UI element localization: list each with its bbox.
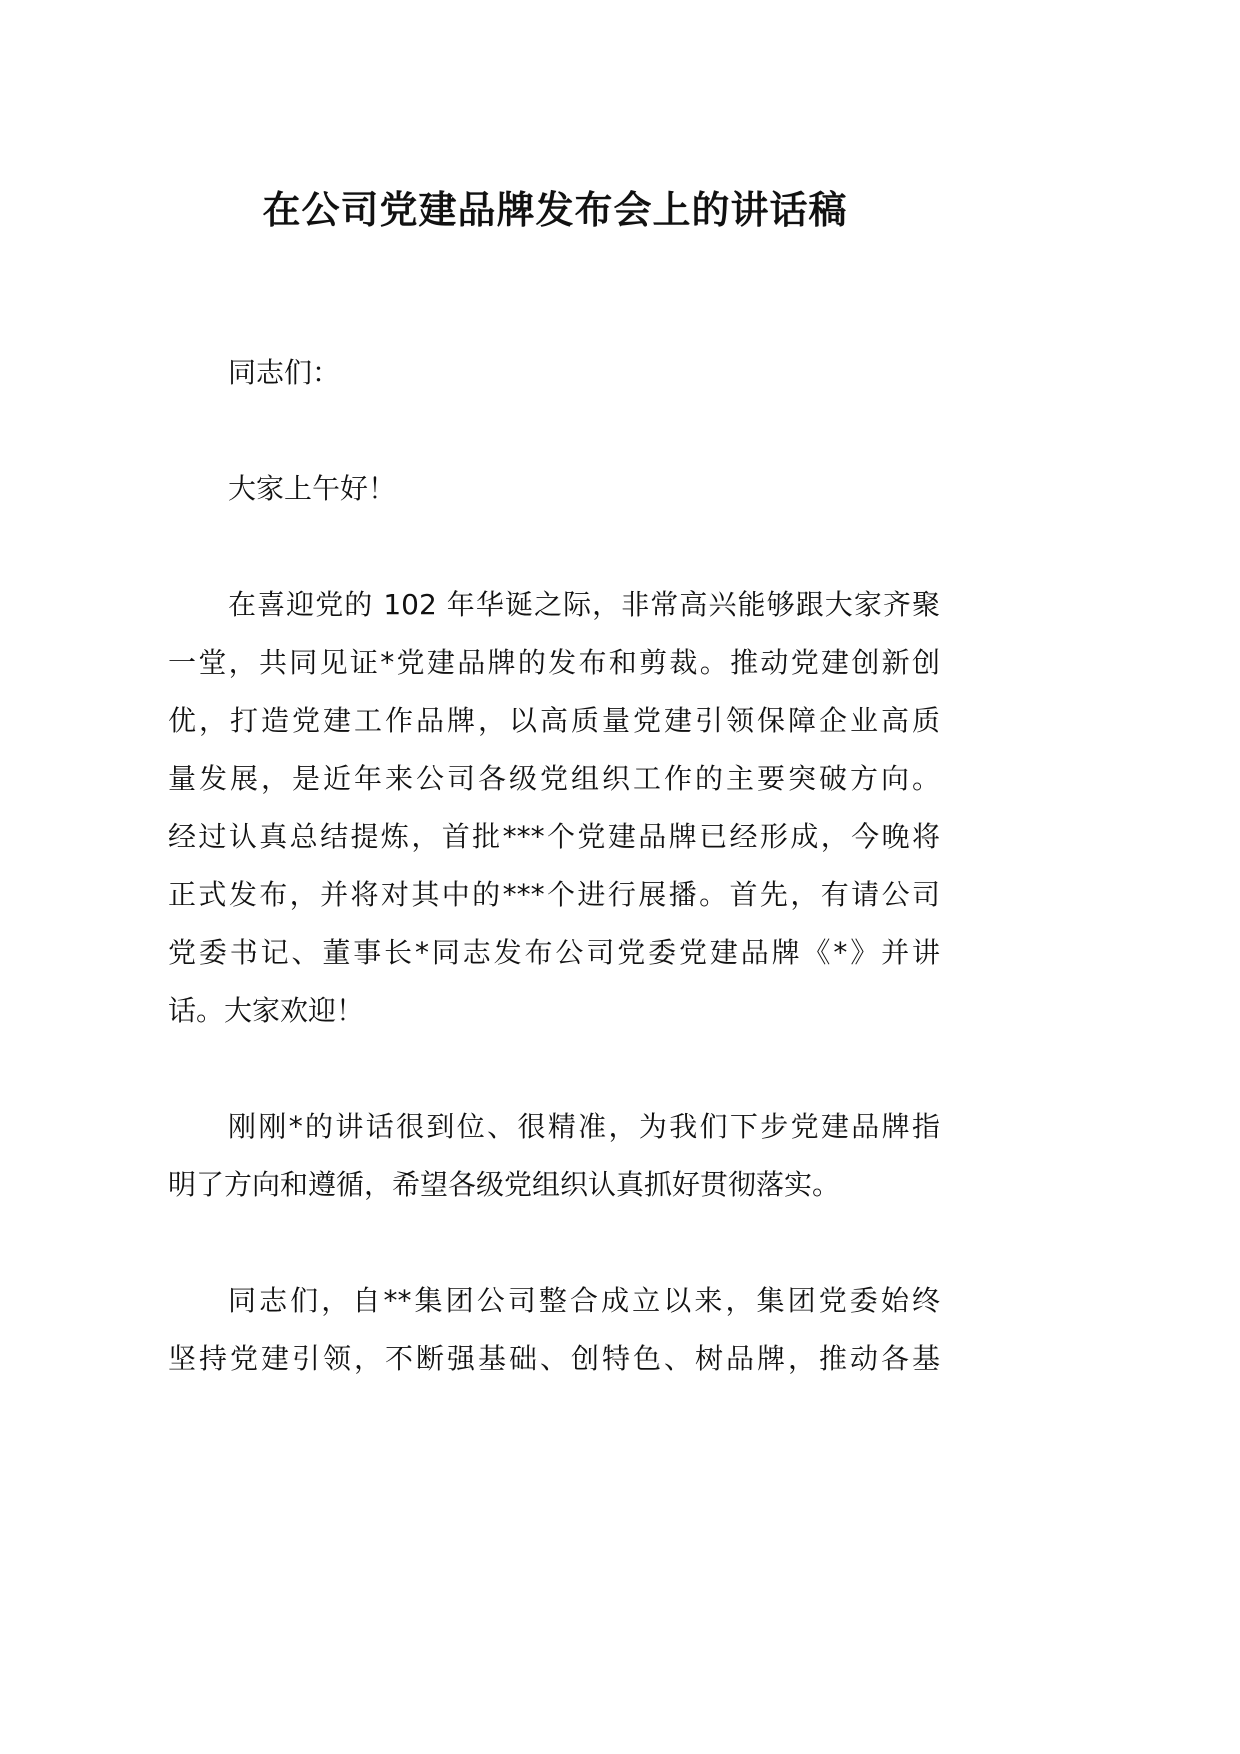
document-title: 在公司党建品牌发布会上的讲话稿: [262, 188, 848, 232]
paragraph-line: 党委书记、董事长*同志发布公司党委党建品牌《*》并讲: [168, 936, 940, 969]
paragraph-line: 正式发布，并将对其中的***个进行展播。首先，有请公司: [168, 878, 940, 911]
paragraph-line: 话。大家欢迎！: [168, 994, 365, 1027]
paragraph-line: 一堂，共同见证*党建品牌的发布和剪裁。推动党建创新创: [168, 646, 940, 679]
paragraph-line: 量发展，是近年来公司各级党组织工作的主要突破方向。: [168, 762, 940, 795]
paragraph-line: 明了方向和遵循，希望各级党组织认真抓好贯彻落实。: [168, 1168, 841, 1201]
paragraph: [168, 576, 940, 1040]
paragraph-line: 同志们：: [228, 356, 341, 389]
paragraph-line: 在喜迎党的 102 年华诞之际，非常高兴能够跟大家齐聚: [228, 588, 940, 621]
paragraph-line: 优，打造党建工作品牌，以高质量党建引领保障企业高质: [168, 704, 940, 737]
paragraph: [168, 1098, 940, 1214]
paragraph-line: 同志们，自**集团公司整合成立以来，集团党委始终: [228, 1284, 940, 1317]
paragraph-line: 大家上午好！: [228, 472, 397, 505]
paragraph-line: 坚持党建引领，不断强基础、创特色、树品牌，推动各基: [168, 1342, 940, 1375]
paragraph: [168, 1272, 940, 1388]
document-body: [168, 344, 940, 1446]
paragraph-line: 刚刚*的讲话很到位、很精准，为我们下步党建品牌指: [228, 1110, 940, 1143]
paragraph: [168, 344, 940, 402]
paragraph-line: 经过认真总结提炼，首批***个党建品牌已经形成，今晚将: [168, 820, 940, 853]
paragraph: [168, 460, 940, 518]
